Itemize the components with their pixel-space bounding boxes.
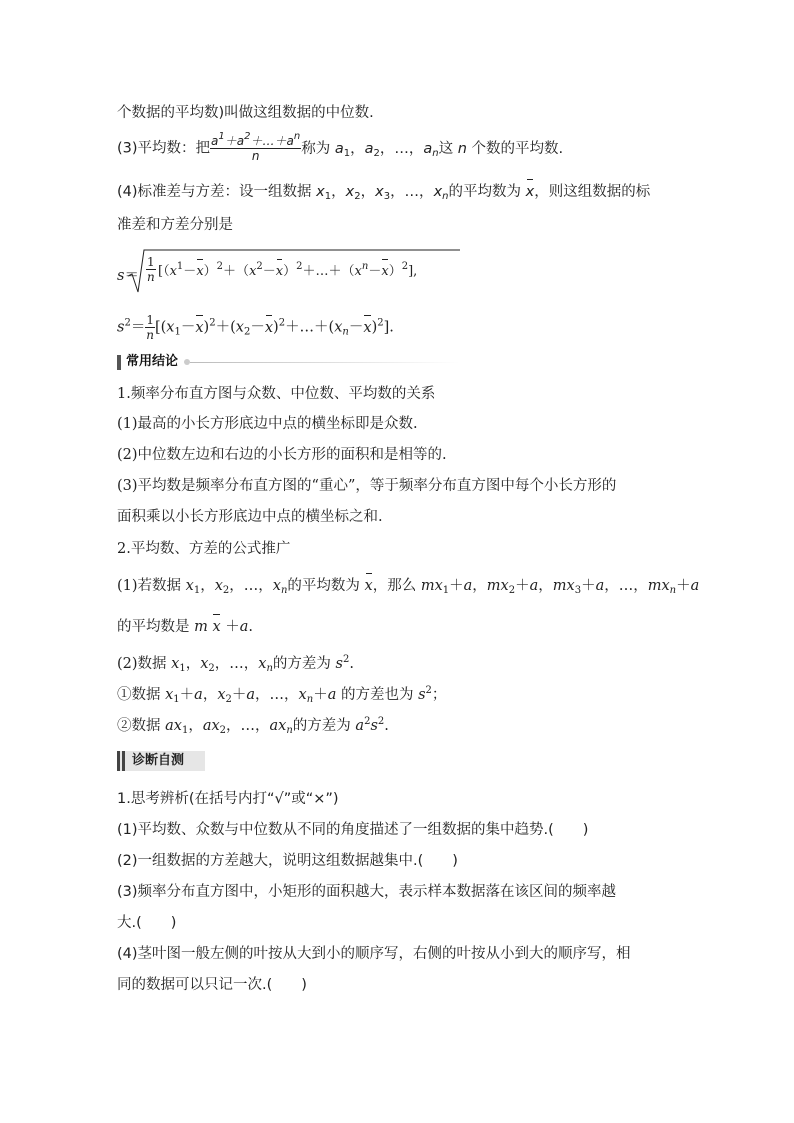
conclusion-item-2: (1)最高的小长方形底边中点的横坐标即是众数. (117, 416, 418, 432)
mean-definition: (3)平均数：把 $\frac{a^1+a^2+\dots+a^n}{n}$ 称为 $a_1$，$a_2$，…，$a_n$这 n 个数的平均数. (117, 131, 564, 163)
x-bar-symbol: x (525, 184, 535, 200)
conclusion-item-11: ②数据 $ax_1$，$ax_2$，…，$ax_n$的方差为 $a^2s^2$. (117, 716, 389, 736)
self-test-item-4: (3)频率分布直方图中，小矩形的面积越大，表示样本数据落在该区间的频率越 (117, 884, 617, 900)
mean-numerator: $a^1+a^2+\dots+a^n$ (211, 131, 301, 148)
conclusion-item-10: ①数据 $x_1+a$，$x_2+a$，…，$x_n+a$ 的方差也为 $s^2$； (117, 685, 447, 705)
section-marker-bar (117, 355, 121, 370)
std-formula-body: $[(x^1-x)^2+(x^2-x)^2+\dots+(x^n-x)^2]$, (158, 262, 417, 282)
std-definition-line1: (4)标准差与方差：设一组数据 $x_1$，$x_2$，$x_3$，…，$x_n$的平均数为 x，则这组数据的标 (117, 184, 651, 202)
self-test-item-5: 大.( ) (117, 915, 177, 931)
self-test-bar-1 (117, 751, 120, 771)
mean-prefix: (3)平均数：把 (117, 140, 211, 157)
self-test-item-2: (1)平均数、众数与中位数从不同的角度描述了一组数据的集中趋势.( ) (117, 822, 589, 838)
self-test-bar-2 (122, 751, 125, 771)
mean-denominator: n (251, 149, 260, 163)
section-divider (190, 362, 460, 363)
conclusions-heading: 常用结论 (126, 354, 179, 369)
median-definition-tail: 个数据的平均数)叫做这组数据的中位数. (117, 105, 374, 121)
std-formula-fraction: $\frac{1}{n}$ (146, 255, 155, 284)
std-definition-line2: 准差和方差分别是 (117, 217, 233, 233)
variance-formula: $s^2=$ $\frac{1}{n}$ $[(x_1-x)^2+(x_2-x)^2+\dots+(x_n-x)^2]$. (117, 313, 394, 342)
self-test-item-1: 1.思考辨析(在括号内打“√”或“×”) (117, 791, 339, 807)
mean-fraction (210, 131, 301, 163)
conclusion-item-5: 面积乘以小长方形底边中点的横坐标之和. (117, 509, 383, 525)
conclusion-item-6: 2.平均数、方差的公式推广 (117, 541, 291, 557)
conclusion-item-3: (2)中位数左边和右边的小长方形的面积和是相等的. (117, 447, 447, 463)
self-test-heading: 诊断自测 (132, 753, 185, 768)
conclusion-item-9: (2)数据 $x_1$，$x_2$，…，$x_n$的方差为 $s^2$. (117, 654, 354, 674)
conclusion-item-8: 的平均数是 m x ＋a. (117, 619, 254, 635)
std-formula: s＝ (117, 268, 139, 284)
self-test-item-6: (4)茎叶图一般左侧的叶按从大到小的顺序写，右侧的叶按从小到大的顺序写，相 (117, 946, 631, 962)
conclusion-item-1: 1.频率分布直方图与众数、中位数、平均数的关系 (117, 386, 436, 402)
conclusion-item-4: (3)平均数是频率分布直方图的“重心”，等于频率分布直方图中每个小长方形的 (117, 478, 617, 494)
self-test-item-7: 同的数据可以只记一次.( ) (117, 977, 307, 993)
self-test-item-3: (2)一组数据的方差越大，说明这组数据越集中.( ) (117, 853, 458, 869)
conclusion-item-7: (1)若数据 $x_1$，$x_2$，…，$x_n$的平均数为 x，那么 $mx_1+a$，$mx_2+a$，$mx_3+a$，…，$mx_n+a$ (117, 578, 700, 596)
